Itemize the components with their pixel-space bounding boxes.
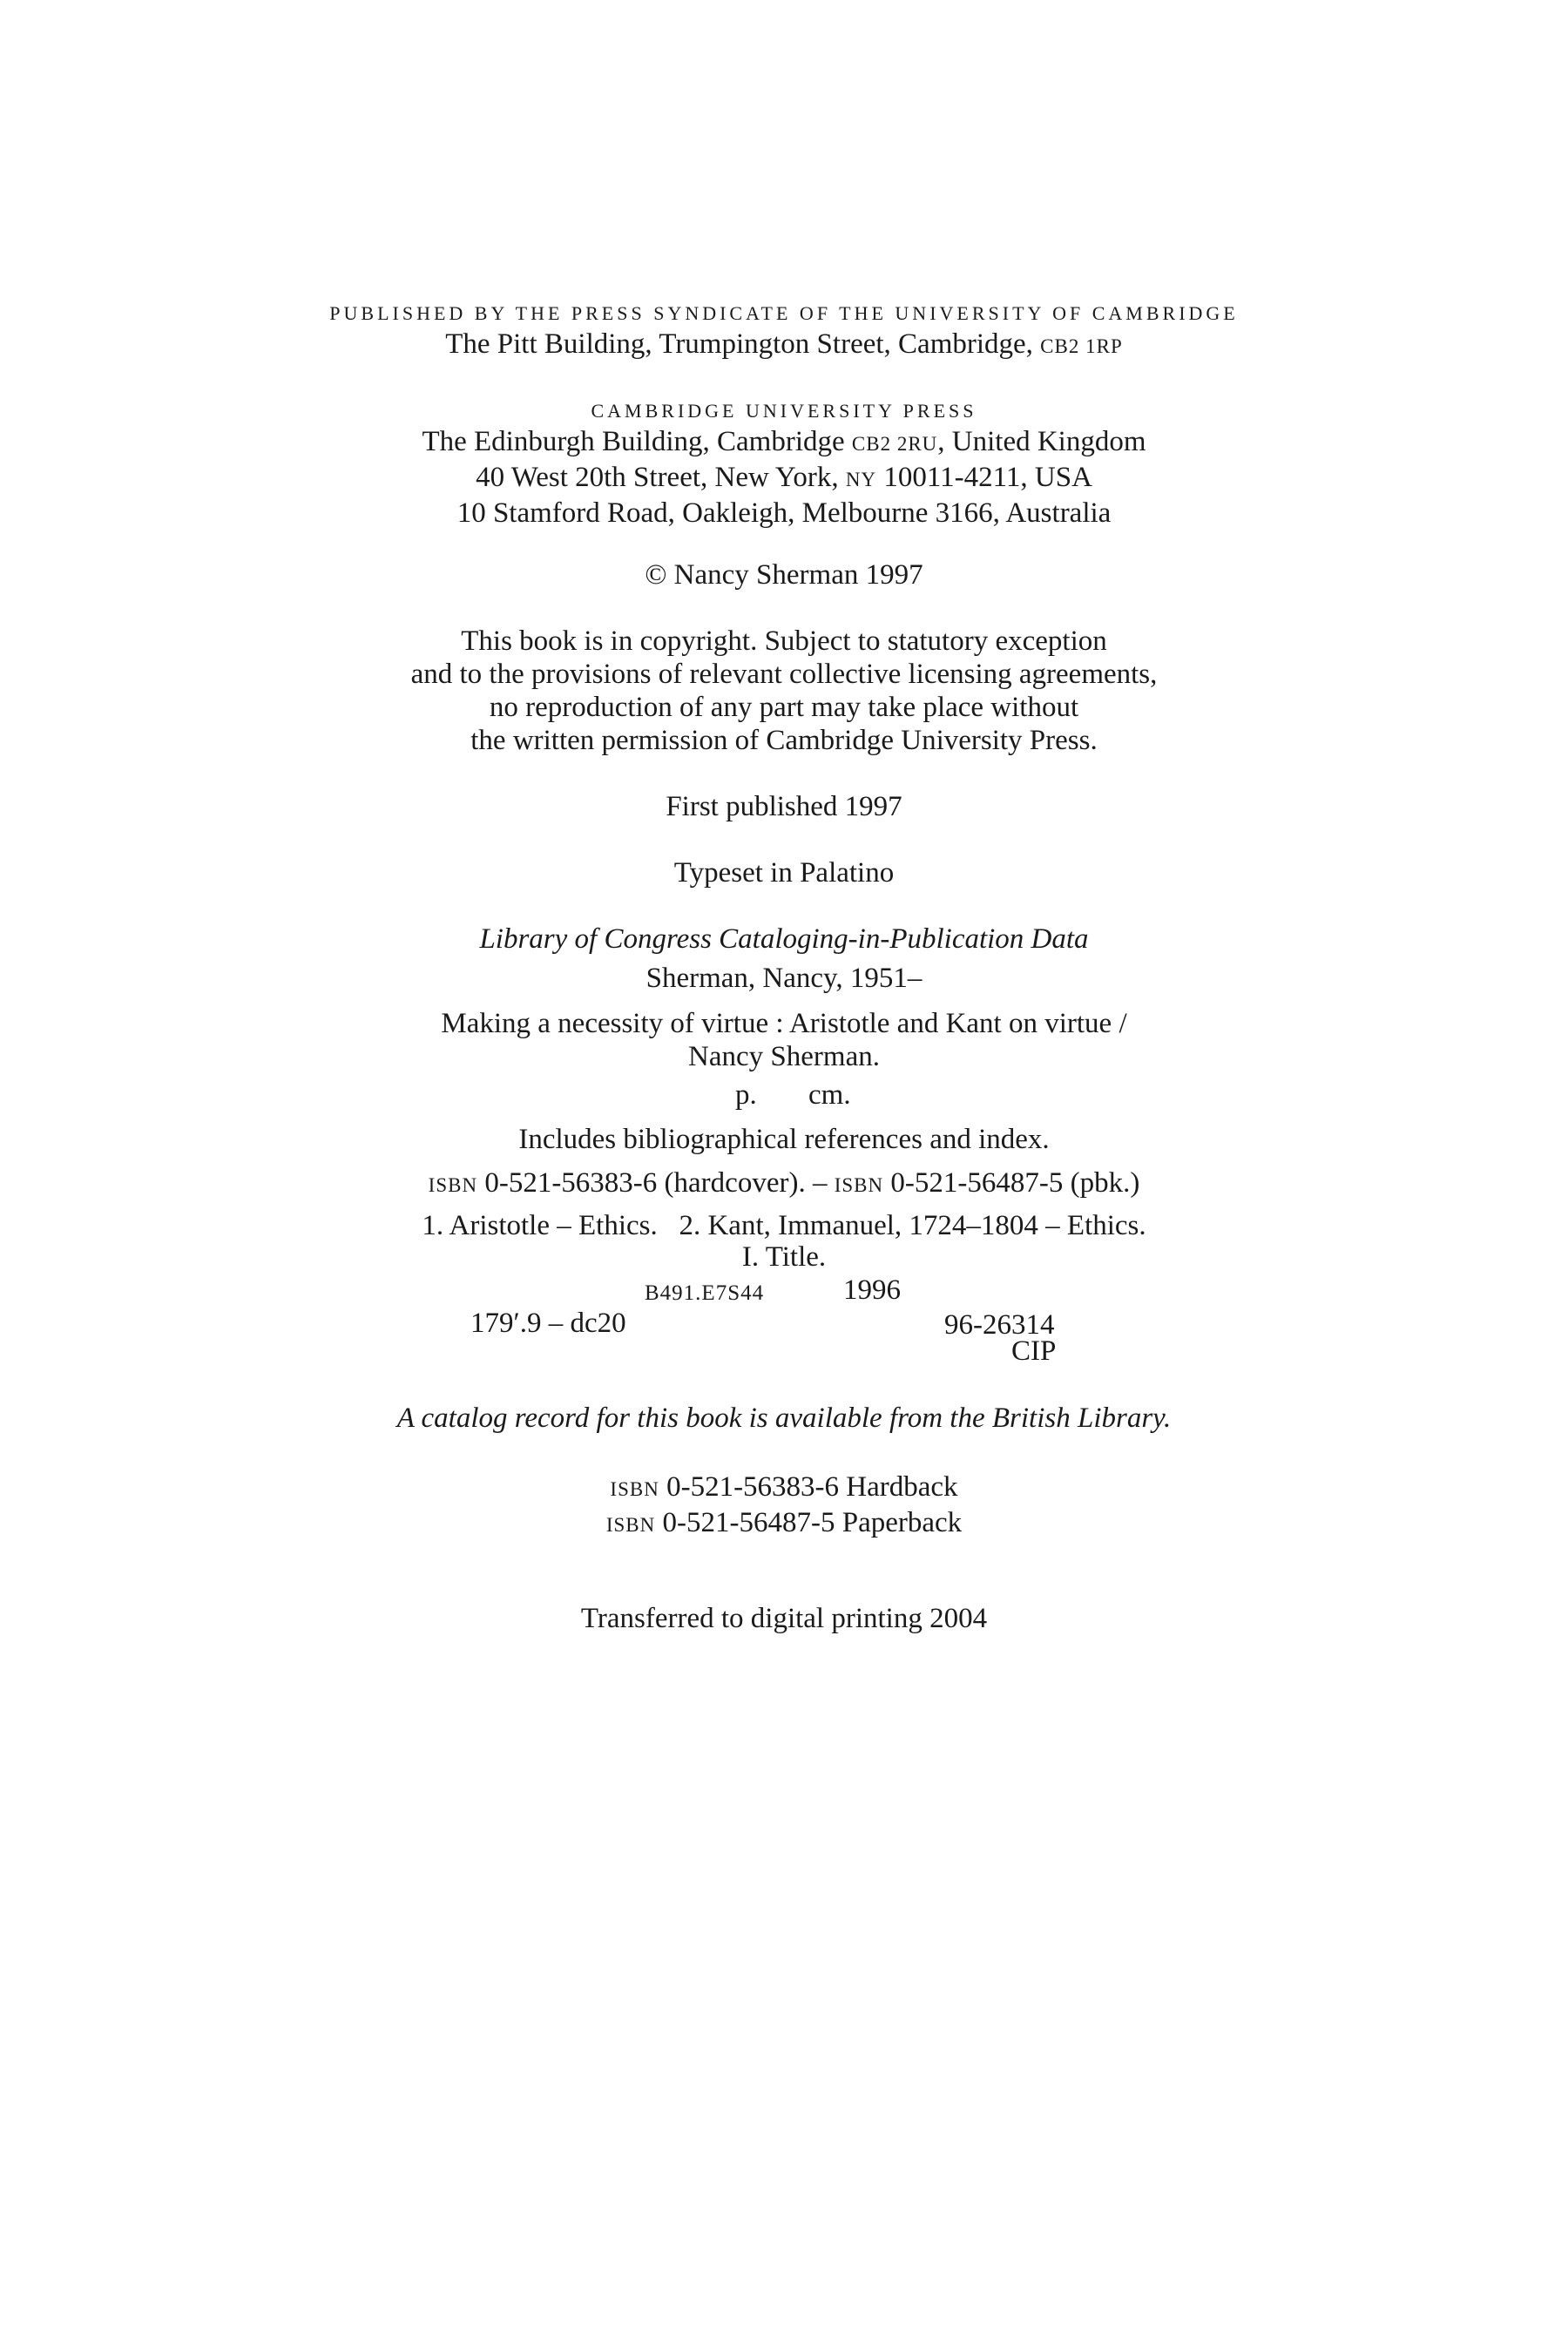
rights-line: the written permission of Cambridge University Press.	[470, 725, 1098, 756]
rights-line: This book is in copyright. Subject to statutory exception	[461, 625, 1107, 657]
edinburgh-address	[0, 425, 1568, 461]
lc-class-number: B491.E7S44	[645, 1281, 765, 1305]
lccn-number: 96-26314	[944, 1309, 1055, 1341]
isbn-list	[0, 1470, 1568, 1542]
melbourne-address: 10 Stamford Road, Oakleigh, Melbourne 3166, Australia	[456, 497, 1112, 529]
typeset-note: Typeset in Palatino	[673, 857, 895, 889]
cip-isbn-paperback: 0-521-56487-5 (pbk.)	[890, 1167, 1140, 1199]
press-name: CAMBRIDGE UNIVERSITY PRESS	[591, 400, 977, 422]
rights-statement	[0, 625, 1568, 757]
ny-address-post: 10011-4211, USA	[883, 462, 1092, 493]
isbn-label: ISBN	[428, 1174, 478, 1196]
pitt-address-main: The Pitt Building, Trumpington Street, Cambridge,	[445, 328, 1033, 360]
cip-title-line2: Nancy Sherman.	[688, 1041, 880, 1072]
ny-address	[0, 461, 1568, 497]
edinburgh-postcode: CB2 2RU	[851, 433, 938, 455]
cip-title-entry: I. Title.	[741, 1241, 827, 1273]
dewey-number: 179′.9 – dc20	[470, 1308, 626, 1339]
isbn-paperback	[0, 1506, 1568, 1542]
isbn-hardback	[0, 1470, 1568, 1506]
cip-cm-label: cm.	[808, 1079, 851, 1111]
isbn-label: ISBN	[605, 1514, 656, 1536]
pitt-postcode: CB2 1RP	[1040, 335, 1123, 357]
ny-address-pre: 40 West 20th Street, New York,	[476, 462, 839, 493]
cip-isbns	[0, 1166, 1568, 1202]
pitt-address	[0, 328, 1568, 363]
cip-includes: Includes bibliographical references and index.	[518, 1124, 1050, 1155]
first-published: First published 1997	[666, 791, 902, 822]
isbn-hardback-value: 0-521-56383-6 Hardback	[666, 1471, 958, 1503]
edinburgh-address-pre: The Edinburgh Building, Cambridge	[422, 426, 845, 457]
cip-isbn-hardcover: 0-521-56383-6 (hardcover). –	[484, 1167, 828, 1199]
cip-subjects: 1. Aristotle – Ethics. 2. Kant, Immanuel, 1724–1804 – Ethics.	[422, 1210, 1146, 1241]
press-addresses	[0, 397, 1568, 530]
rights-line: and to the provisions of relevant collective licensing agreements,	[410, 659, 1158, 690]
digital-printing-note: Transferred to digital printing 2004	[580, 1603, 988, 1634]
cip-title-line1: Making a necessity of virtue : Aristotle and Kant on virtue /	[441, 1008, 1127, 1039]
isbn-label: ISBN	[610, 1478, 659, 1500]
isbn-label: ISBN	[834, 1174, 884, 1196]
publisher-header	[0, 300, 1568, 363]
ny-state: NY	[845, 469, 877, 490]
cip-title	[0, 1007, 1568, 1073]
lc-year: 1996	[843, 1274, 901, 1306]
cip-pages-label: p.	[735, 1079, 757, 1111]
copyright-notice: © Nancy Sherman 1997	[645, 559, 923, 591]
cip-author: Sherman, Nancy, 1951–	[645, 963, 923, 994]
cip-heading: Library of Congress Cataloging-in-Publication Data	[479, 923, 1089, 955]
isbn-paperback-value: 0-521-56487-5 Paperback	[662, 1507, 963, 1538]
british-library-note: A catalog record for this book is available from the British Library.	[396, 1402, 1172, 1434]
cip-mark: CIP	[1011, 1335, 1057, 1367]
rights-line: no reproduction of any part may take place without	[489, 692, 1079, 723]
syndicate-line: PUBLISHED BY THE PRESS SYNDICATE OF THE UNIVERSITY OF CAMBRIDGE	[329, 302, 1239, 324]
edinburgh-address-post: , United Kingdom	[937, 426, 1146, 457]
